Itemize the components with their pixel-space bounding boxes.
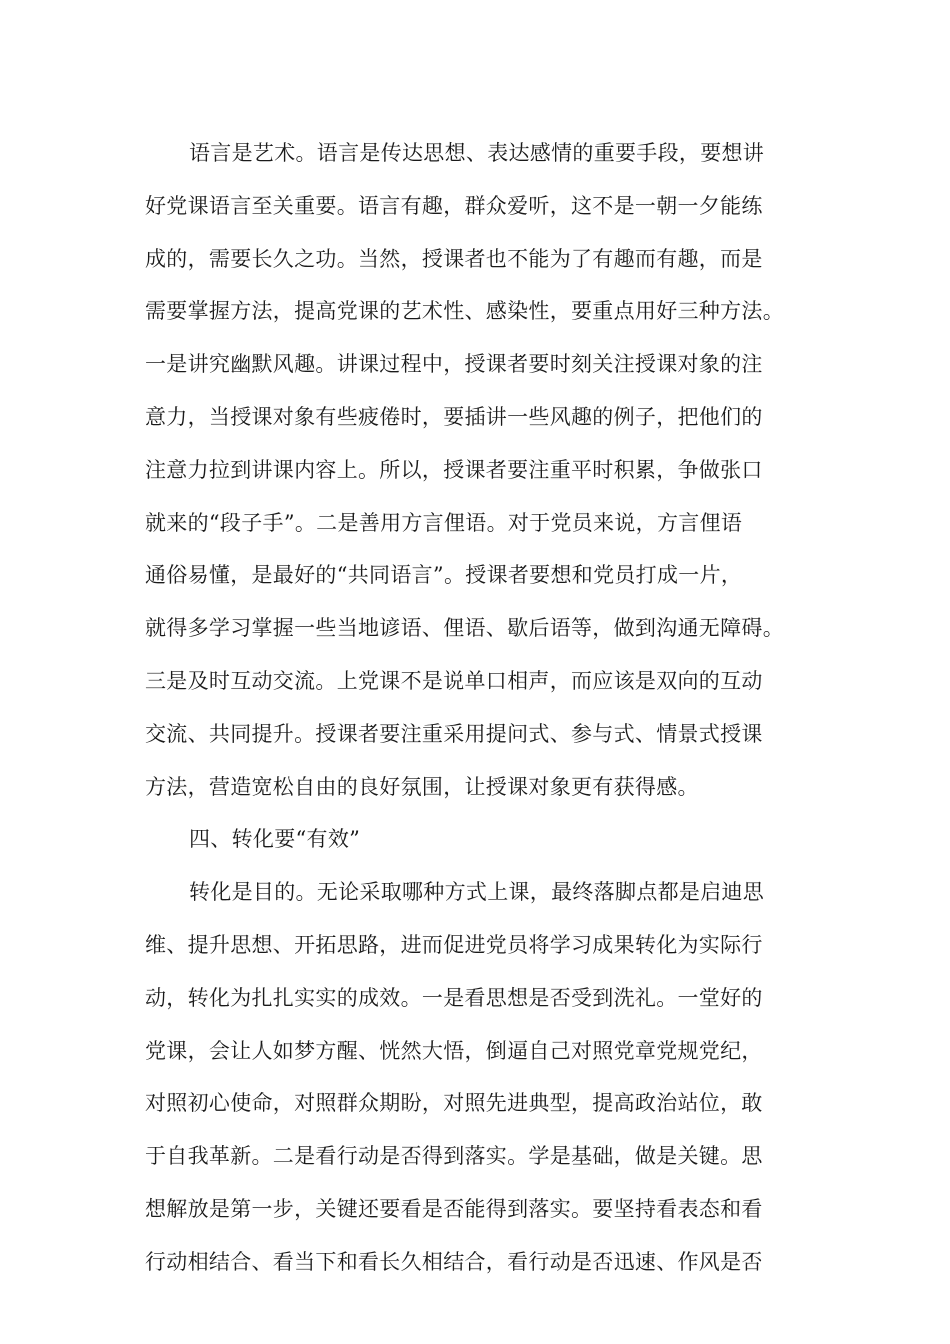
text-line: 就得多学习掌握一些当地谚语、俚语、歇后语等，做到沟通无障碍。 — [145, 616, 784, 641]
text-line: 维、提升思想、开拓思路，进而促进党员将学习成果转化为实际行 — [145, 932, 763, 957]
text-line: 动，转化为扎扎实实的成效。一是看思想是否受到洗礼。一堂好的 — [145, 985, 763, 1010]
text-line: 党课，会让人如梦方醒、恍然大悟，倒逼自己对照党章党规党纪， — [145, 1038, 763, 1063]
text-line: 好党课语言至关重要。语言有趣，群众爱听，这不是一朝一夕能练 — [145, 193, 763, 218]
text-line: 需要掌握方法，提高党课的艺术性、感染性，要重点用好三种方法。 — [145, 299, 784, 324]
text-line: 交流、共同提升。授课者要注重采用提问式、参与式、情景式授课 — [145, 721, 763, 746]
text-line: 方法，营造宽松自由的良好氛围，让授课对象更有获得感。 — [145, 774, 699, 799]
section-heading: 四、转化要“有效” — [189, 827, 361, 852]
text-line: 对照初心使命，对照群众期盼，对照先进典型，提高政治站位，敢 — [145, 1091, 763, 1116]
text-line: 意力，当授课对象有些疲倦时，要插讲一些风趣的例子，把他们的 — [145, 404, 763, 429]
text-line: 转化是目的。无论采取哪种方式上课，最终落脚点都是启迪思 — [189, 880, 765, 905]
body-text — [145, 135, 825, 1297]
text-line: 通俗易懂，是最好的“共同语言”。授课者要想和党员打成一片， — [145, 563, 743, 588]
text-line: 三是及时互动交流。上党课不是说单口相声，而应该是双向的互动 — [145, 668, 763, 693]
text-line: 行动相结合、看当下和看长久相结合，看行动是否迅速、作风是否 — [145, 1249, 763, 1274]
text-line: 就来的“段子手”。二是善用方言俚语。对于党员来说，方言俚语 — [145, 510, 743, 535]
text-line: 成的，需要长久之功。当然，授课者也不能为了有趣而有趣，而是 — [145, 246, 763, 271]
text-line: 于自我革新。二是看行动是否得到落实。学是基础，做是关键。思 — [145, 1144, 763, 1169]
text-line: 想解放是第一步，关键还要看是否能得到落实。要坚持看表态和看 — [145, 1196, 763, 1221]
text-line: 一是讲究幽默风趣。讲课过程中，授课者要时刻关注授课对象的注 — [145, 352, 763, 377]
text-line: 注意力拉到讲课内容上。所以，授课者要注重平时积累，争做张口 — [145, 457, 763, 482]
text-line: 语言是艺术。语言是传达思想、表达感情的重要手段，要想讲 — [189, 141, 765, 165]
